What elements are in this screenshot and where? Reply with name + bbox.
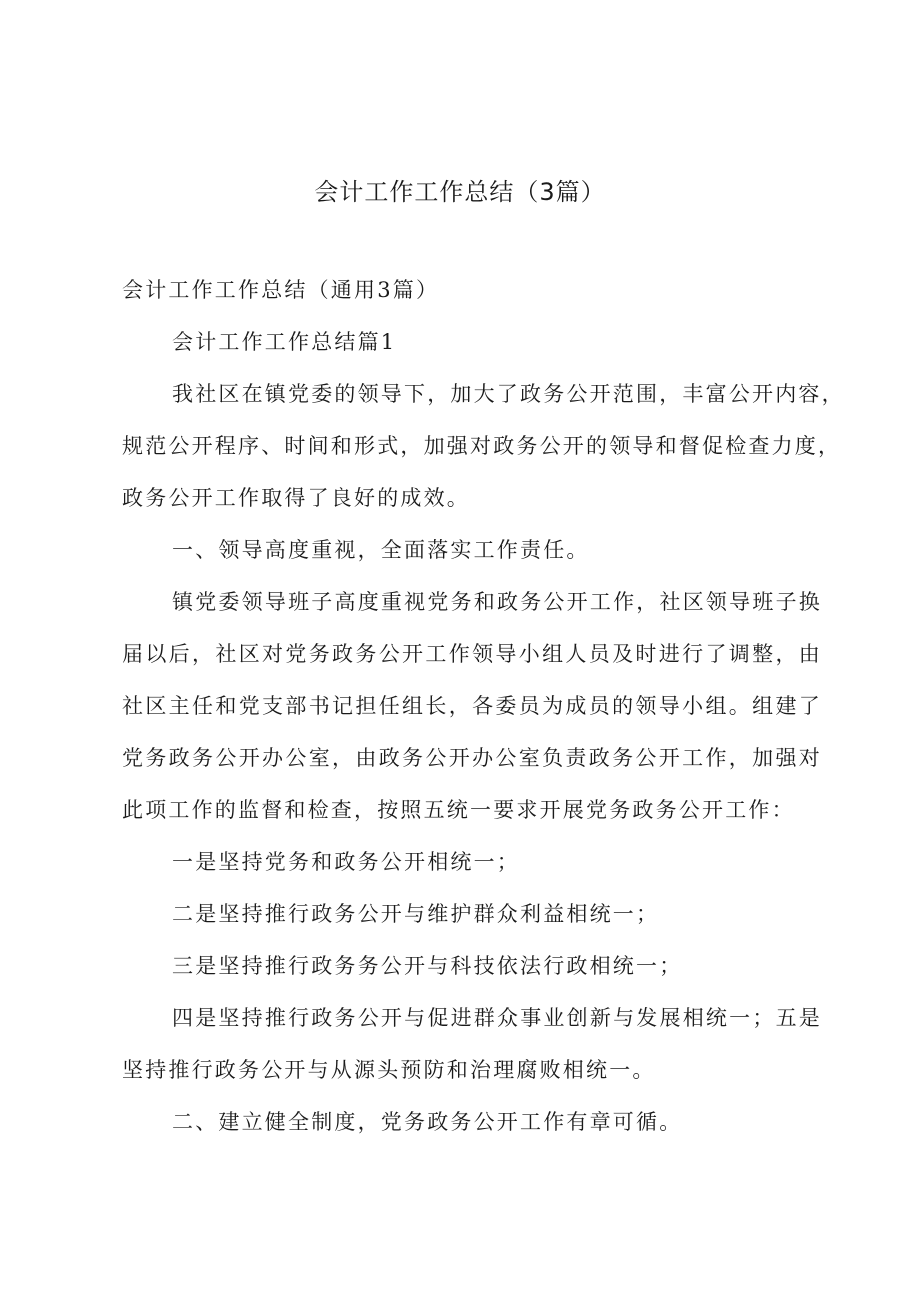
list-item-3: 三是坚持推行政务务公开与科技依法行政相统一； (172, 954, 683, 978)
paragraph-line: 坚持推行政务公开与从源头预防和治理腐败相统一。 (122, 1058, 656, 1082)
list-item-1: 一是坚持党务和政务公开相统一； (172, 850, 520, 874)
paragraph-1 (122, 368, 845, 524)
paragraph-3 (122, 992, 822, 1096)
heading-1: 一、领导高度重视，全面落实工作责任。 (172, 538, 590, 562)
paragraph-line: 社区主任和党支部书记担任组长，各委员为成员的领导小组。组建了 (122, 694, 822, 718)
paragraph-line: 此项工作的监督和检查，按照五统一要求开展党务政务公开工作： (122, 798, 795, 822)
paragraph-line: 镇党委领导班子高度重视党务和政务公开工作，社区领导班子换 (172, 590, 822, 614)
paragraph-line: 四是坚持推行政务公开与促进群众事业创新与发展相统一；五是 (172, 1006, 822, 1030)
paragraph-2 (122, 576, 822, 836)
list-item-2: 二是坚持推行政务公开与维护群众利益相统一； (172, 902, 660, 926)
paragraph-line: 规范公开程序、时间和形式，加强对政务公开的领导和督促检查力度， (122, 434, 842, 458)
paragraph-line: 党务政务公开办公室，由政务公开办公室负责政务公开工作，加强对 (122, 746, 822, 770)
document-title: 会计工作工作总结（3篇） (314, 178, 606, 206)
paragraph-line: 政务公开工作取得了良好的成效。 (122, 486, 470, 510)
paragraph-line: 届以后，社区对党务政务公开工作领导小组人员及时进行了调整，由 (122, 642, 822, 666)
document-subtitle: 会计工作工作总结（通用3篇） (122, 278, 440, 302)
document-body (122, 264, 845, 1148)
heading-2: 二、建立健全制度，党务政务公开工作有章可循。 (172, 1110, 683, 1134)
paragraph-line: 我社区在镇党委的领导下，加大了政务公开范围，丰富公开内容， (172, 382, 845, 406)
section-heading: 会计工作工作总结篇1 (172, 330, 397, 354)
